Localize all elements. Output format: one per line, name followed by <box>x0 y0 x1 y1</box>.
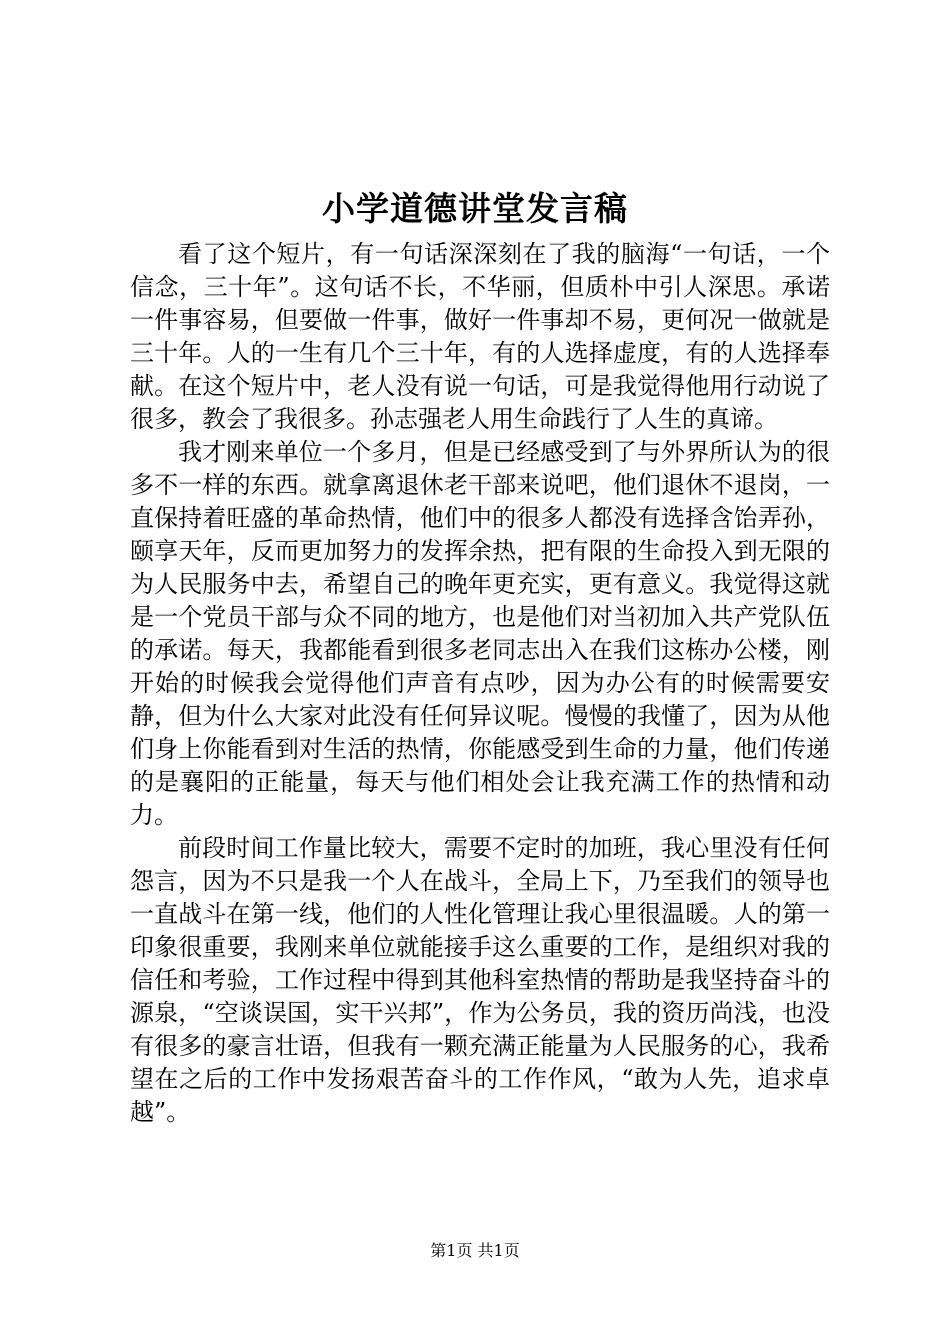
paragraph-3: 前段时间工作量比较大，需要不定时的加班，我心里没有任何怨言，因为不只是我一个人在战斗，全局上下，乃至我们的领导也一直战斗在第一线，他们的人性化管理让我心里很温暖。人的第一印象很重要，我刚来单位就能接手这么重要的工作，是组织对我的信任和考验，工作过程中得到其他科室热情的帮助是我坚持奋斗的源泉，“空谈误国，实干兴邦”，作为公务员，我的资历尚浅，也没有很多的豪言壮语，但我有一颗充满正能量为人民服务的心，我希望在之后的工作中发扬艰苦奋斗的工作作风，“敢为人先，追求卓越”。 <box>130 834 830 1126</box>
paragraph-1: 看了这个短片，有一句话深深刻在了我的脑海“一句话，一个信念，三十年”。这句话不长，不华丽，但质朴中引人深思。承诺一件事容易，但要做一件事，做好一件事却不易，更何况一做就是三十年。人的一生有几个三十年，有的人选择虚度，有的人选择奉献。在这个短片中，老人没有说一句话，可是我觉得他用行动说了很多，教会了我很多。孙志强老人用生命践行了人生的真谛。 <box>130 240 830 433</box>
document-title: 小学道德讲堂发言稿 <box>322 189 628 228</box>
document-body <box>130 238 830 1129</box>
paragraph-2: 我才刚来单位一个多月，但是已经感受到了与外界所认为的很多不一样的东西。就拿离退休老干部来说吧，他们退休不退岗，一直保持着旺盛的革命热情，他们中的很多人都没有选择含饴弄孙，颐享天年，反而更加努力的发挥余热，把有限的生命投入到无限的为人民服务中去，希望自己的晚年更充实，更有意义。我觉得这就是一个党员干部与众不同的地方，也是他们对当初加入共产党队伍的承诺。每天，我都能看到很多老同志出入在我们这栋办公楼，刚开始的时候我会觉得他们声音有点吵，因为办公有的时候需要安静，但为什么大家对此没有任何异议呢。慢慢的我懂了，因为从他们身上你能看到对生活的热情，你能感受到生命的力量，他们传递的是襄阳的正能量，每天与他们相处会让我充满工作的热情和动力。 <box>130 438 830 829</box>
page-footer: 第1页 共1页 <box>430 1241 520 1260</box>
